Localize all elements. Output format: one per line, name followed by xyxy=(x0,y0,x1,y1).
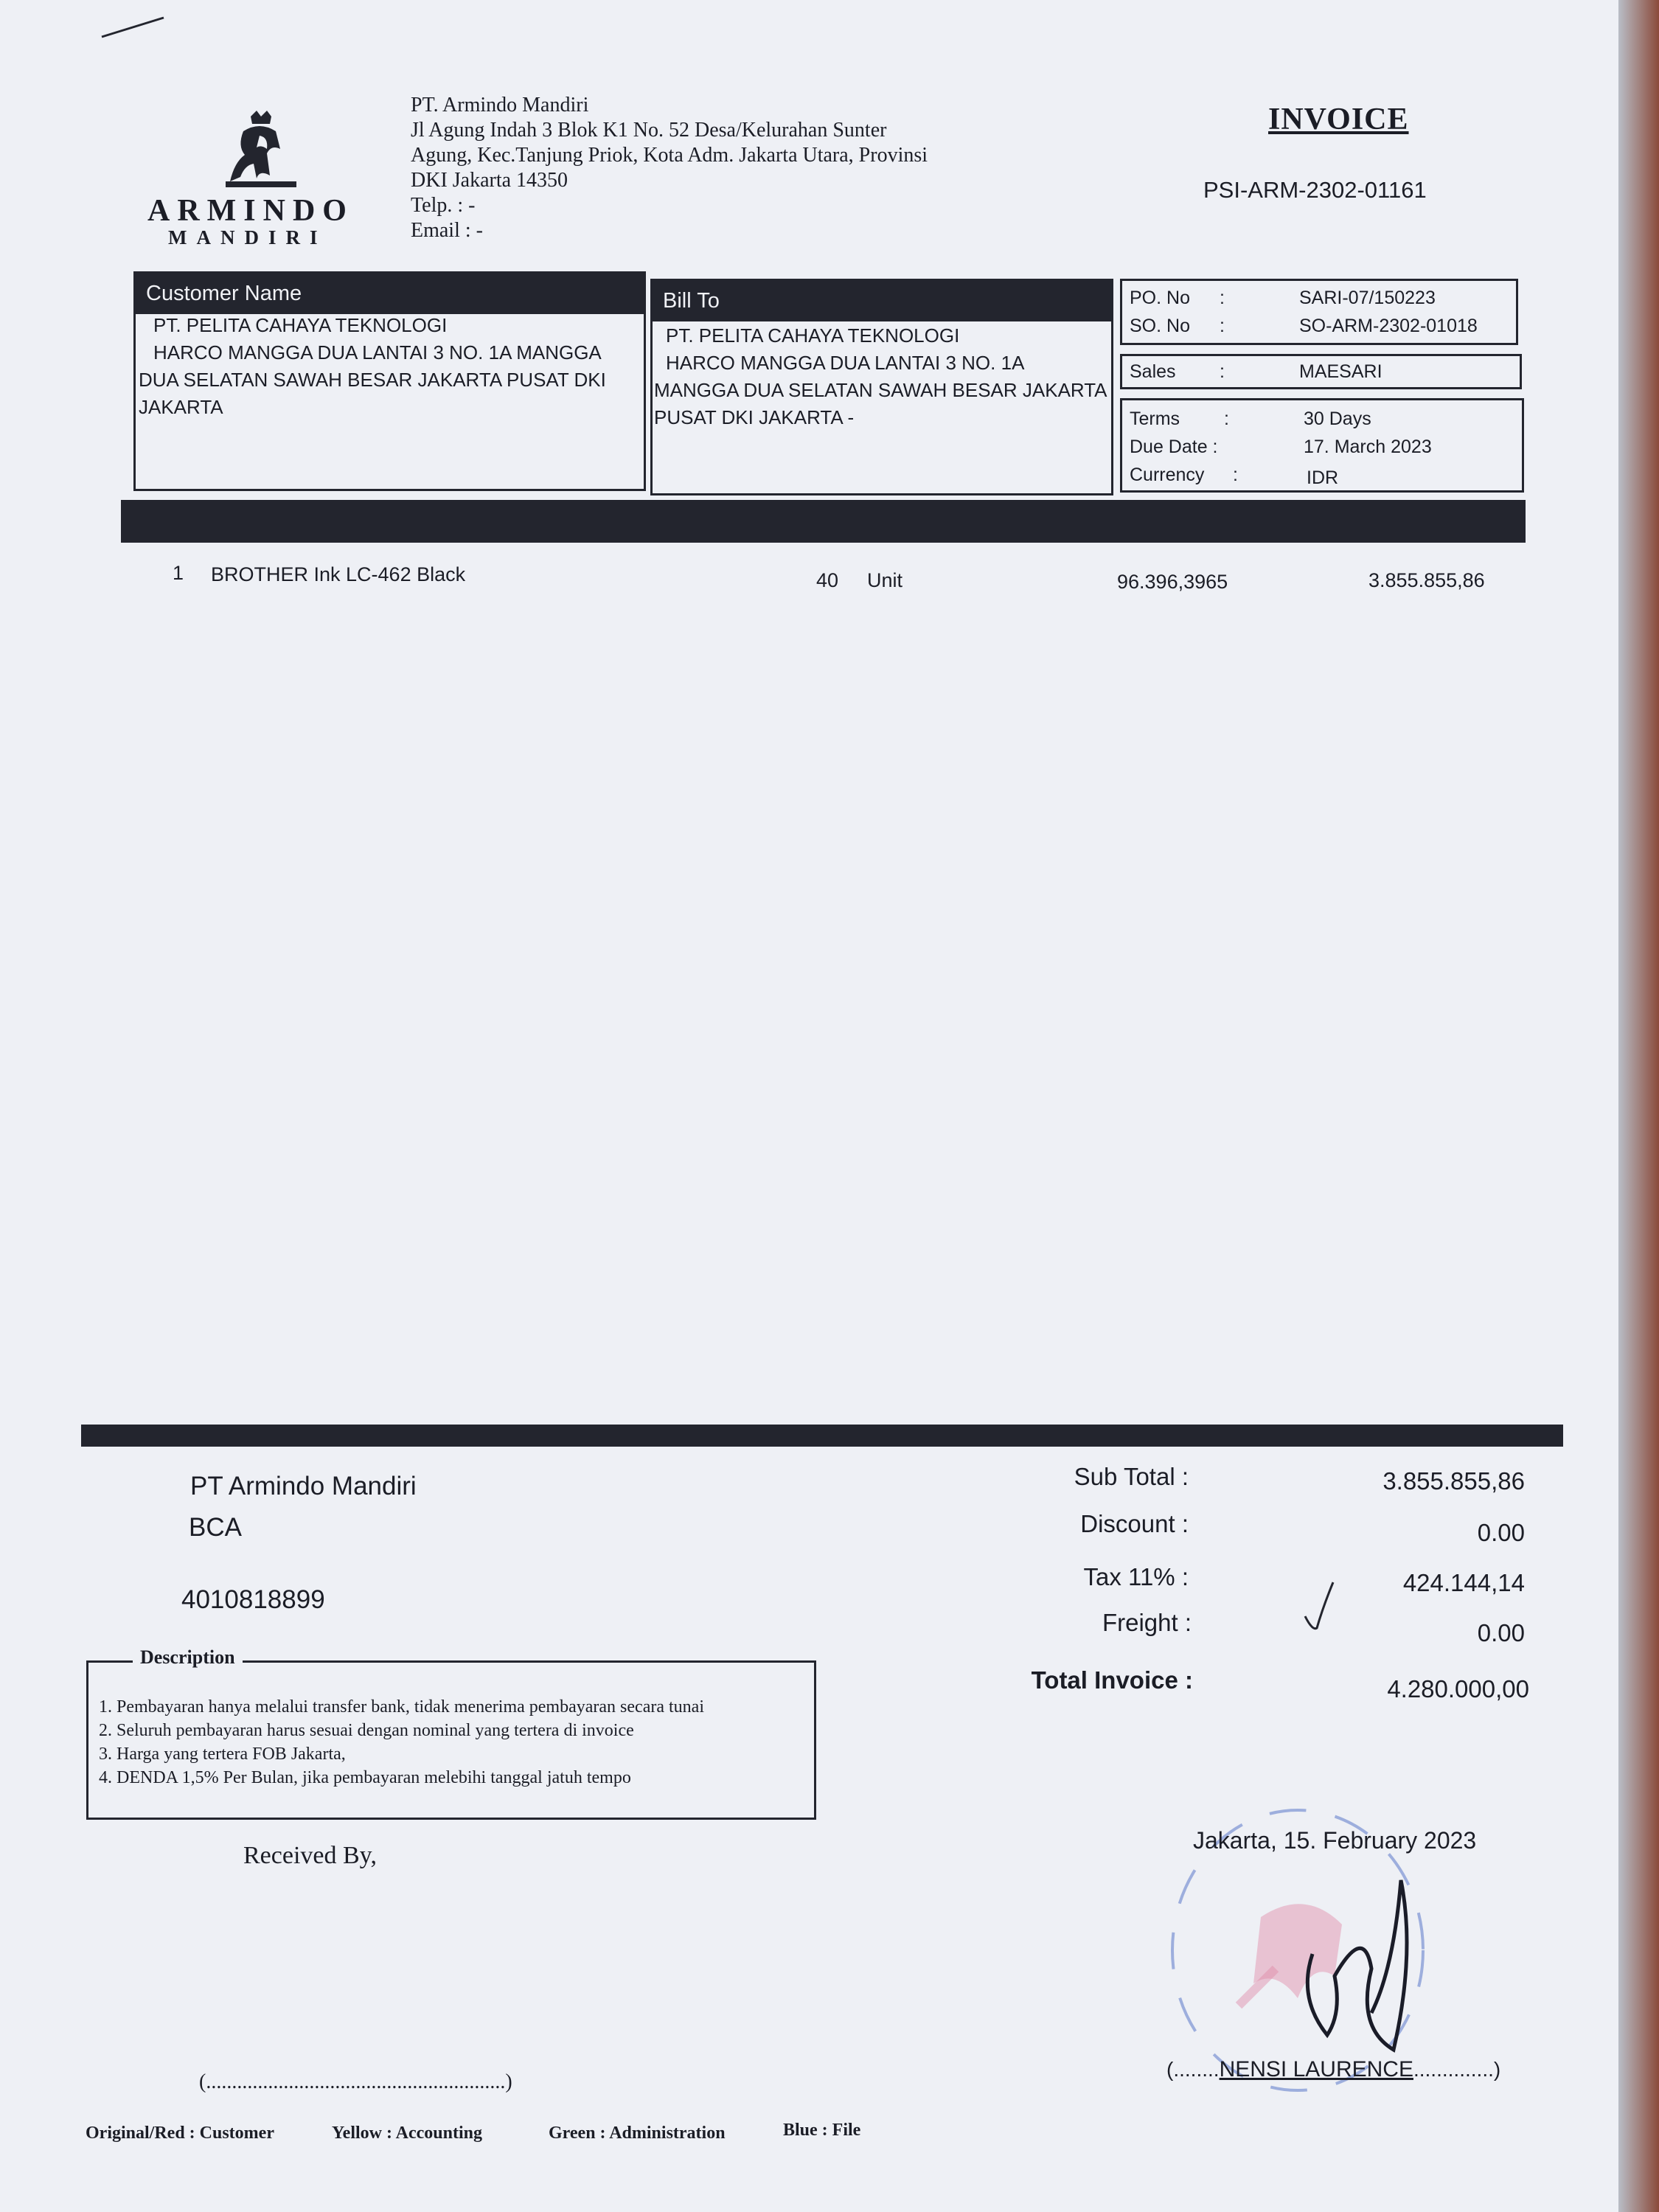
description-line-2: 2. Seluruh pembayaran harus sesuai dengan nominal yang tertera di invoice xyxy=(99,1721,634,1740)
bank-account-number: 4010818899 xyxy=(181,1585,325,1614)
description-line-4: 4. DENDA 1,5% Per Bulan, jika pembayaran melebihi tanggal jatuh tempo xyxy=(99,1768,631,1787)
bill-to-name: PT. PELITA CAHAYA TEKNOLOGI xyxy=(666,324,960,347)
order-numbers-box xyxy=(1120,279,1518,345)
terms-colon: : xyxy=(1224,408,1229,429)
freight-value: 0.00 xyxy=(1477,1619,1525,1646)
copy-customer: Original/Red : Customer xyxy=(86,2124,274,2143)
po-colon: : xyxy=(1220,288,1225,308)
copy-administration: Green : Administration xyxy=(549,2124,726,2143)
currency-value: IDR xyxy=(1307,467,1339,488)
invoice-number: PSI-ARM-2302-01161 xyxy=(1203,177,1427,203)
sales-colon: : xyxy=(1220,361,1225,382)
armindo-lion-logo-icon xyxy=(215,111,304,192)
freight-label: Freight : xyxy=(1102,1609,1192,1636)
signer-line xyxy=(1166,2057,1500,2082)
discount-value: 0.00 xyxy=(1477,1519,1525,1546)
company-address-line3: DKI Jakarta 14350 xyxy=(411,169,568,192)
item-unit: Unit xyxy=(867,569,903,591)
subtotal-value: 3.855.855,86 xyxy=(1382,1467,1525,1495)
customer-address-line3: JAKARTA xyxy=(139,396,223,418)
bill-to-box-header: Bill To xyxy=(653,281,1111,321)
checkmark-icon xyxy=(1301,1578,1338,1637)
description-box xyxy=(86,1646,816,1820)
pen-stroke-icon xyxy=(100,13,167,43)
item-amount: 3.855.855,86 xyxy=(1368,569,1485,591)
sales-box xyxy=(1120,354,1522,389)
signer-name: NENSI LAURENCE xyxy=(1219,2057,1413,2081)
customer-address-line1: HARCO MANGGA DUA LANTAI 3 NO. 1A MANGGA xyxy=(153,341,602,364)
tax-label: Tax 11% : xyxy=(1083,1563,1189,1590)
signer-close: ..............) xyxy=(1413,2058,1501,2081)
page-edge-shadow xyxy=(1618,0,1659,2212)
bank-name: BCA xyxy=(189,1513,242,1542)
bank-account-name: PT Armindo Mandiri xyxy=(190,1472,417,1500)
item-price: 96.396,3965 xyxy=(1117,571,1228,593)
tax-value: 424.144,14 xyxy=(1402,1569,1525,1596)
so-colon: : xyxy=(1220,316,1225,336)
po-value: SARI-07/150223 xyxy=(1299,288,1436,308)
subtotal-label: Sub Total : xyxy=(1074,1463,1189,1490)
copy-accounting: Yellow : Accounting xyxy=(332,2124,482,2143)
company-telp: Telp. : - xyxy=(411,194,476,217)
items-header-band xyxy=(121,500,1526,543)
logo-name: ARMINDO xyxy=(147,194,354,228)
footer-band xyxy=(81,1425,1563,1447)
total-invoice-label: Total Invoice : xyxy=(1031,1666,1193,1694)
description-line-3: 3. Harga yang tertera FOB Jakarta, xyxy=(99,1745,346,1764)
handwritten-signature-icon xyxy=(1283,1865,1423,2057)
item-description: BROTHER Ink LC-462 Black xyxy=(211,563,466,585)
bill-to-box xyxy=(650,279,1113,495)
sales-label: Sales xyxy=(1130,361,1176,382)
currency-label: Currency xyxy=(1130,465,1205,485)
logo-subname: MANDIRI xyxy=(168,226,327,248)
due-date-value: 17. March 2023 xyxy=(1304,437,1432,457)
sales-value: MAESARI xyxy=(1299,361,1382,382)
copy-file: Blue : File xyxy=(783,2121,861,2140)
receiver-signature-line: (..........................................................) xyxy=(199,2070,512,2093)
terms-box xyxy=(1120,398,1524,493)
item-no: 1 xyxy=(173,562,184,584)
customer-box-header: Customer Name xyxy=(136,274,644,314)
received-by-label: Received By, xyxy=(243,1842,377,1869)
item-qty: 40 xyxy=(816,569,839,591)
so-value: SO-ARM-2302-01018 xyxy=(1299,316,1478,336)
due-date-label: Due Date : xyxy=(1130,437,1218,457)
company-name: PT. Armindo Mandiri xyxy=(411,94,589,116)
company-address-line1: Jl Agung Indah 3 Blok K1 No. 52 Desa/Kelurahan Sunter xyxy=(411,119,887,142)
terms-label: Terms xyxy=(1130,408,1180,429)
bill-to-address-line3: PUSAT DKI JAKARTA - xyxy=(654,406,855,428)
terms-value: 30 Days xyxy=(1304,408,1371,429)
customer-address-line2: DUA SELATAN SAWAH BESAR JAKARTA PUSAT DKI xyxy=(139,369,606,391)
company-email: Email : - xyxy=(411,219,483,242)
place-date: Jakarta, 15. February 2023 xyxy=(1193,1827,1477,1854)
signer-open: (........ xyxy=(1166,2058,1220,2081)
description-line-1: 1. Pembayaran hanya melalui transfer bank, tidak menerima pembayaran secara tunai xyxy=(99,1697,704,1717)
bill-to-address-line2: MANGGA DUA SELATAN SAWAH BESAR JAKARTA xyxy=(654,379,1107,401)
customer-box xyxy=(133,271,646,491)
bill-to-address-line1: HARCO MANGGA DUA LANTAI 3 NO. 1A xyxy=(666,352,1025,374)
po-label: PO. No xyxy=(1130,288,1190,308)
company-address-line2: Agung, Kec.Tanjung Priok, Kota Adm. Jakarta Utara, Provinsi xyxy=(411,144,928,167)
currency-colon: : xyxy=(1233,465,1238,485)
discount-label: Discount : xyxy=(1080,1510,1189,1537)
description-title: Description xyxy=(133,1646,243,1669)
invoice-title: INVOICE xyxy=(1268,102,1409,136)
customer-name: PT. PELITA CAHAYA TEKNOLOGI xyxy=(153,314,448,336)
total-invoice-value: 4.280.000,00 xyxy=(1387,1675,1529,1703)
so-label: SO. No xyxy=(1130,316,1190,336)
